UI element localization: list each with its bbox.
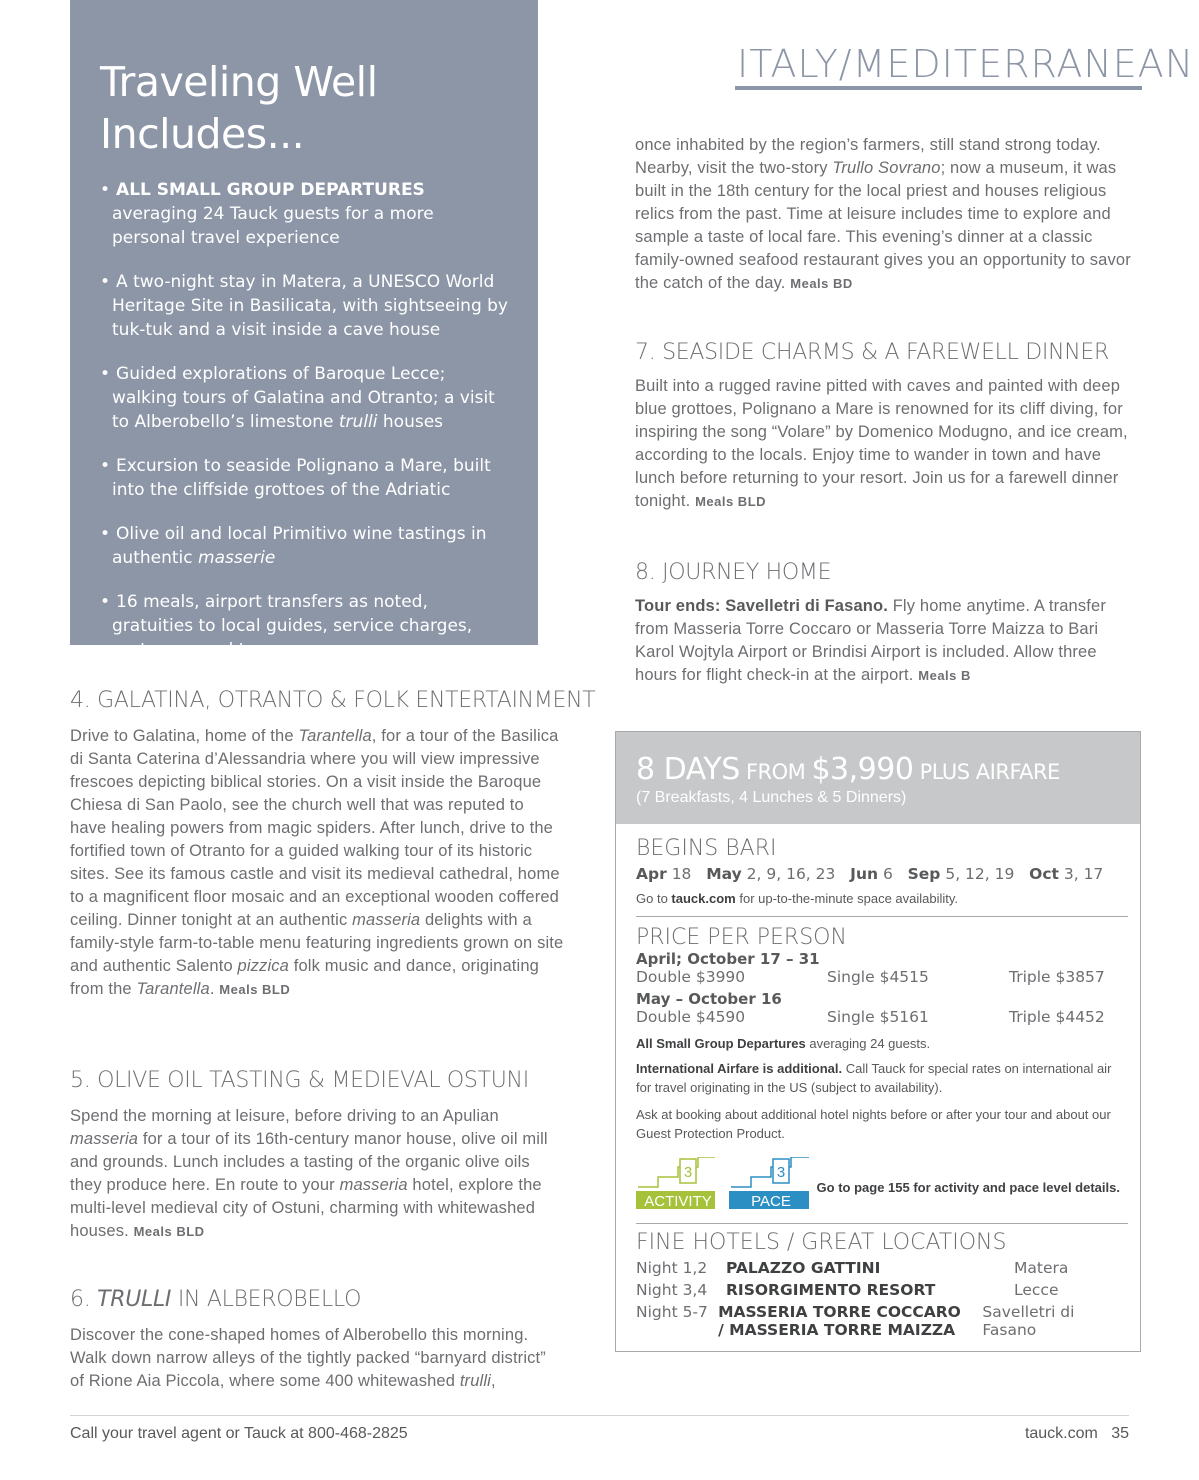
price-section xyxy=(616,917,1140,1209)
note-text: Call Tauck for special rates on international air for travel originating in the US (subject to availability). xyxy=(636,1061,1112,1095)
italic-span: pizzica xyxy=(237,957,290,975)
activity-level-number: 3 xyxy=(683,1164,693,1181)
day-4-text xyxy=(70,725,564,1001)
text-span: ; now a museum, it was built in the 18th century for the local priest and houses religious relics from the past. Time at leisure includes time to explore and sample a taste of local fare. This evening’s dinner at a classic family-owned seafood restaurant gives you an opportunity to savor the catch of the day. xyxy=(635,159,1131,292)
hotel-row xyxy=(636,1303,1120,1339)
hotel-name: MASSERIA TORRE COCCARO / MASSERIA TORRE MAIZZA xyxy=(718,1303,961,1339)
price-row xyxy=(636,968,1120,986)
pace-level-icon xyxy=(729,1157,808,1209)
includes-item-text: Guided explorations of Baroque Lecce; walking tours of Galatina and Otranto; a visit to Alberobello’s limestone xyxy=(112,364,495,432)
triple-price: Triple $4452 xyxy=(1009,1008,1105,1026)
date-days: 5, 12, 19 xyxy=(945,865,1015,883)
price-period-label: April; October 17 – 31 xyxy=(636,950,820,968)
day-5-meals: Meals BLD xyxy=(133,1224,205,1239)
includes-item-text: 16 meals, airport transfers as noted, gratuities to local guides, service charges, porterage and taxes xyxy=(112,592,473,660)
plus-airfare-label: PLUS AIRFARE xyxy=(913,760,1060,784)
day-8 xyxy=(635,560,1135,687)
note-bold: All Small Group Departures xyxy=(636,1036,806,1051)
text-span: Built into a rugged ravine pitted with caves and painted with deep blue grottoes, Polignano a Mare is renowned for its cliff diving, for inspiring the song “Volare” by Domenico Modugno, and ice cream, according to the locals. Enjoy time to wander in town and have lunch before returning to your resort. Join us for a farewell dinner tonight. xyxy=(635,377,1128,510)
title-italic: TRULLI xyxy=(97,1287,172,1312)
note-bold: International Airfare is additional. xyxy=(636,1061,843,1076)
day-8-meals: Meals B xyxy=(918,668,971,683)
availability-note xyxy=(636,891,1120,906)
date-days: 6 xyxy=(882,865,893,883)
tour-price: $3,990 xyxy=(811,752,914,787)
text-span: for up-to-the-minute space availability. xyxy=(735,891,959,906)
italic-span: masseria xyxy=(70,1130,139,1148)
text-span: , for a tour of the Basilica di Santa Caterina d’Alessandria where you will view impressive frescoes depicting biblical stories. On a visit inside the Baroque Chiesa di San Paolo, see the church well that was reputed to have healing powers from magic spiders. After lunch, drive to the fortified town of Otranto for a guided walking tour of its historic sites. See its famous castle and visit its medieval cathedral, home to a magnificent floor mosaic and an exceptional wooden coffered ceiling. Dinner tonight at an authentic xyxy=(70,727,560,929)
day-6-meals: Meals BD xyxy=(790,276,853,291)
hotels-section xyxy=(616,1224,1140,1339)
hotel-row xyxy=(636,1259,1120,1277)
includes-list xyxy=(100,178,508,662)
text-span: folk music and dance, originating from the xyxy=(70,957,540,998)
hotels-title: FINE HOTELS / GREAT LOCATIONS xyxy=(636,1230,1007,1255)
day-8-lead: Tour ends: Savelletri di Fasano. xyxy=(635,597,888,615)
includes-title-line2: Includes... xyxy=(100,110,305,158)
price-headline xyxy=(636,752,1140,787)
day-7-title: 7. SEASIDE CHARMS & A FAREWELL DINNER xyxy=(635,340,1110,365)
day-5 xyxy=(70,1068,564,1243)
day-4-meals: Meals BLD xyxy=(219,982,291,997)
footer-right xyxy=(1025,1425,1129,1443)
text-span: Spend the morning at leisure, before driving to an Apulian xyxy=(70,1107,499,1125)
includes-item-tail: houses xyxy=(377,412,444,432)
includes-item-text: averaging 24 Tauck guests for a more personal travel experience xyxy=(112,204,434,248)
double-price: Double $3990 xyxy=(636,968,746,986)
small-group-note xyxy=(636,1036,1120,1051)
text-span: once inhabited by the region’s farmers, still stand strong today. Nearby, visit the two-story xyxy=(635,136,1101,177)
begins-title: BEGINS BARI xyxy=(636,836,777,861)
day-6-title xyxy=(70,1287,564,1312)
date-month: Sep xyxy=(907,865,941,883)
section-header: ITALY/MEDITERRANEAN xyxy=(737,42,1195,86)
text-span: for a tour of its 16th-century manor house, olive oil mill and grounds. Lunch includes a tasting of the organic olive oils they produce here. En route to your xyxy=(70,1130,548,1194)
includes-item-text: A two-night stay in Matera, a UNESCO World Heritage Site in Basilicata, with sightseeing by tuk-tuk and a visit inside a cave house xyxy=(112,272,508,340)
single-price: Single $4515 xyxy=(827,968,929,986)
price-box xyxy=(615,731,1141,1352)
includes-box xyxy=(70,0,538,660)
activity-label: ACTIVITY xyxy=(644,1193,712,1209)
includes-item-italic: trulli xyxy=(338,412,378,432)
hotel-name: PALAZZO GATTINI xyxy=(726,1259,881,1277)
day-5-title: 5. OLIVE OIL TASTING & MEDIEVAL OSTUNI xyxy=(70,1068,529,1093)
text-span: hotel, explore the multi-level medieval city of Ostuni, charming with whitewashed houses. xyxy=(70,1176,542,1240)
text-span: . xyxy=(209,980,215,998)
hotel-nights-note: Ask at booking about additional hotel nights before or after your tour and about our Guest Protection Product. xyxy=(636,1107,1111,1141)
day-4 xyxy=(70,688,596,1001)
text-span: delights with a family-style farm-to-table menu featuring ingredients grown on site and authentic Salento xyxy=(70,911,564,975)
footer-phone: Call your travel agent or Tauck at 800-468-2825 xyxy=(70,1425,408,1442)
date-days: 3, 17 xyxy=(1063,865,1104,883)
hotel-nights: Night 5-7 xyxy=(636,1303,708,1321)
from-label: FROM xyxy=(739,760,812,784)
day-6-continued xyxy=(635,134,1135,295)
day-5-text xyxy=(70,1105,564,1243)
includes-item xyxy=(100,454,508,502)
includes-item-lead: ALL SMALL GROUP DEPARTURES xyxy=(116,180,425,200)
includes-item-text: Excursion to seaside Polignano a Mare, built into the cliffside grottoes of the Adriatic xyxy=(112,456,491,500)
includes-item xyxy=(100,178,508,250)
page-number: 35 xyxy=(1111,1425,1129,1442)
includes-item-text: Olive oil and local Primitivo wine tastings in authentic xyxy=(112,524,487,568)
day-7-meals: Meals BLD xyxy=(695,494,767,509)
day-6 xyxy=(70,1287,564,1393)
airfare-note xyxy=(636,1059,1120,1097)
meals-summary: (7 Breakfasts, 4 Lunches & 5 Dinners) xyxy=(636,789,907,806)
hotel-nights: Night 3,4 xyxy=(636,1281,708,1299)
header-rule xyxy=(735,86,1142,90)
includes-title xyxy=(100,56,508,160)
double-price: Double $4590 xyxy=(636,1008,746,1026)
level-indicators xyxy=(636,1157,1120,1209)
price-per-person-title: PRICE PER PERSON xyxy=(636,925,847,950)
day-7 xyxy=(635,340,1135,513)
hotel-city: Savelletri di Fasano xyxy=(982,1303,1075,1339)
title-span: 6. xyxy=(70,1287,98,1312)
single-price: Single $5161 xyxy=(827,1008,929,1026)
includes-item xyxy=(100,590,508,662)
italic-span: masseria xyxy=(339,1176,408,1194)
hotel-name: RISORGIMENTO RESORT xyxy=(726,1281,936,1299)
day-6-text-continued xyxy=(635,134,1135,295)
title-span: IN ALBEROBELLO xyxy=(171,1287,362,1312)
text-span: Go to xyxy=(636,891,672,906)
date-days: 2, 9, 16, 23 xyxy=(746,865,836,883)
date-month: Oct xyxy=(1029,865,1059,883)
price-header xyxy=(616,732,1140,824)
italic-span: masseria xyxy=(352,911,421,929)
hotel-row xyxy=(636,1281,1120,1299)
note-text: averaging 24 guests. xyxy=(805,1036,931,1051)
italic-span: Tarantella xyxy=(298,727,372,745)
hotel-city: Matera xyxy=(1014,1259,1069,1277)
footer-site[interactable]: tauck.com xyxy=(1024,1425,1098,1442)
day-4-title: 4. GALATINA, OTRANTO & FOLK ENTERTAINMENT xyxy=(70,688,596,713)
hotel-nights: Night 1,2 xyxy=(636,1259,708,1277)
begins-section xyxy=(616,824,1140,906)
footer-rule xyxy=(70,1415,1129,1416)
activity-level-icon xyxy=(636,1157,715,1209)
triple-price: Triple $3857 xyxy=(1009,968,1105,986)
date-month: May xyxy=(706,865,742,883)
price-row xyxy=(636,1008,1120,1026)
includes-item-italic: masserie xyxy=(198,548,276,568)
includes-item xyxy=(100,362,508,434)
pace-level-number: 3 xyxy=(777,1164,786,1181)
hotel-city: Lecce xyxy=(1014,1281,1059,1299)
includes-item xyxy=(100,522,508,570)
day-8-title: 8. JOURNEY HOME xyxy=(635,560,832,585)
text-span: Discover the cone-shaped homes of Alberobello this morning. Walk down narrow alleys of the tightly packed “barnyard district” of Rione Aia Piccola, where some 400 whitewashed xyxy=(70,1326,546,1390)
price-period-label: May – October 16 xyxy=(636,990,782,1008)
day-8-text xyxy=(635,595,1135,687)
date-days: 18 xyxy=(671,865,692,883)
tauck-link[interactable]: tauck.com xyxy=(671,891,736,906)
day-6-text xyxy=(70,1324,564,1393)
text-span: , xyxy=(490,1372,496,1390)
day-7-text xyxy=(635,375,1135,513)
text-span: Fly home anytime. A transfer from Masseria Torre Coccaro or Masseria Torre Maizza to Bari Karol Wojtyla Airport or Brindisi Airport is included. Allow three hours for flight check-in at the airport. xyxy=(635,597,1106,684)
italic-span: Trullo Sovrano xyxy=(832,159,941,177)
text-span: Drive to Galatina, home of the xyxy=(70,727,299,745)
departure-dates xyxy=(636,865,1120,883)
italic-span: trulli xyxy=(459,1372,491,1390)
includes-item xyxy=(100,270,508,342)
levels-note: Go to page 155 for activity and pace level details. xyxy=(816,1180,1120,1195)
date-month: Jun xyxy=(850,865,879,883)
pace-label: PACE xyxy=(751,1193,792,1209)
italic-span: Tarantella xyxy=(136,980,210,998)
tour-days: 8 DAYS xyxy=(636,752,740,787)
includes-title-line1: Traveling Well xyxy=(100,58,378,106)
date-month: Apr xyxy=(636,865,667,883)
